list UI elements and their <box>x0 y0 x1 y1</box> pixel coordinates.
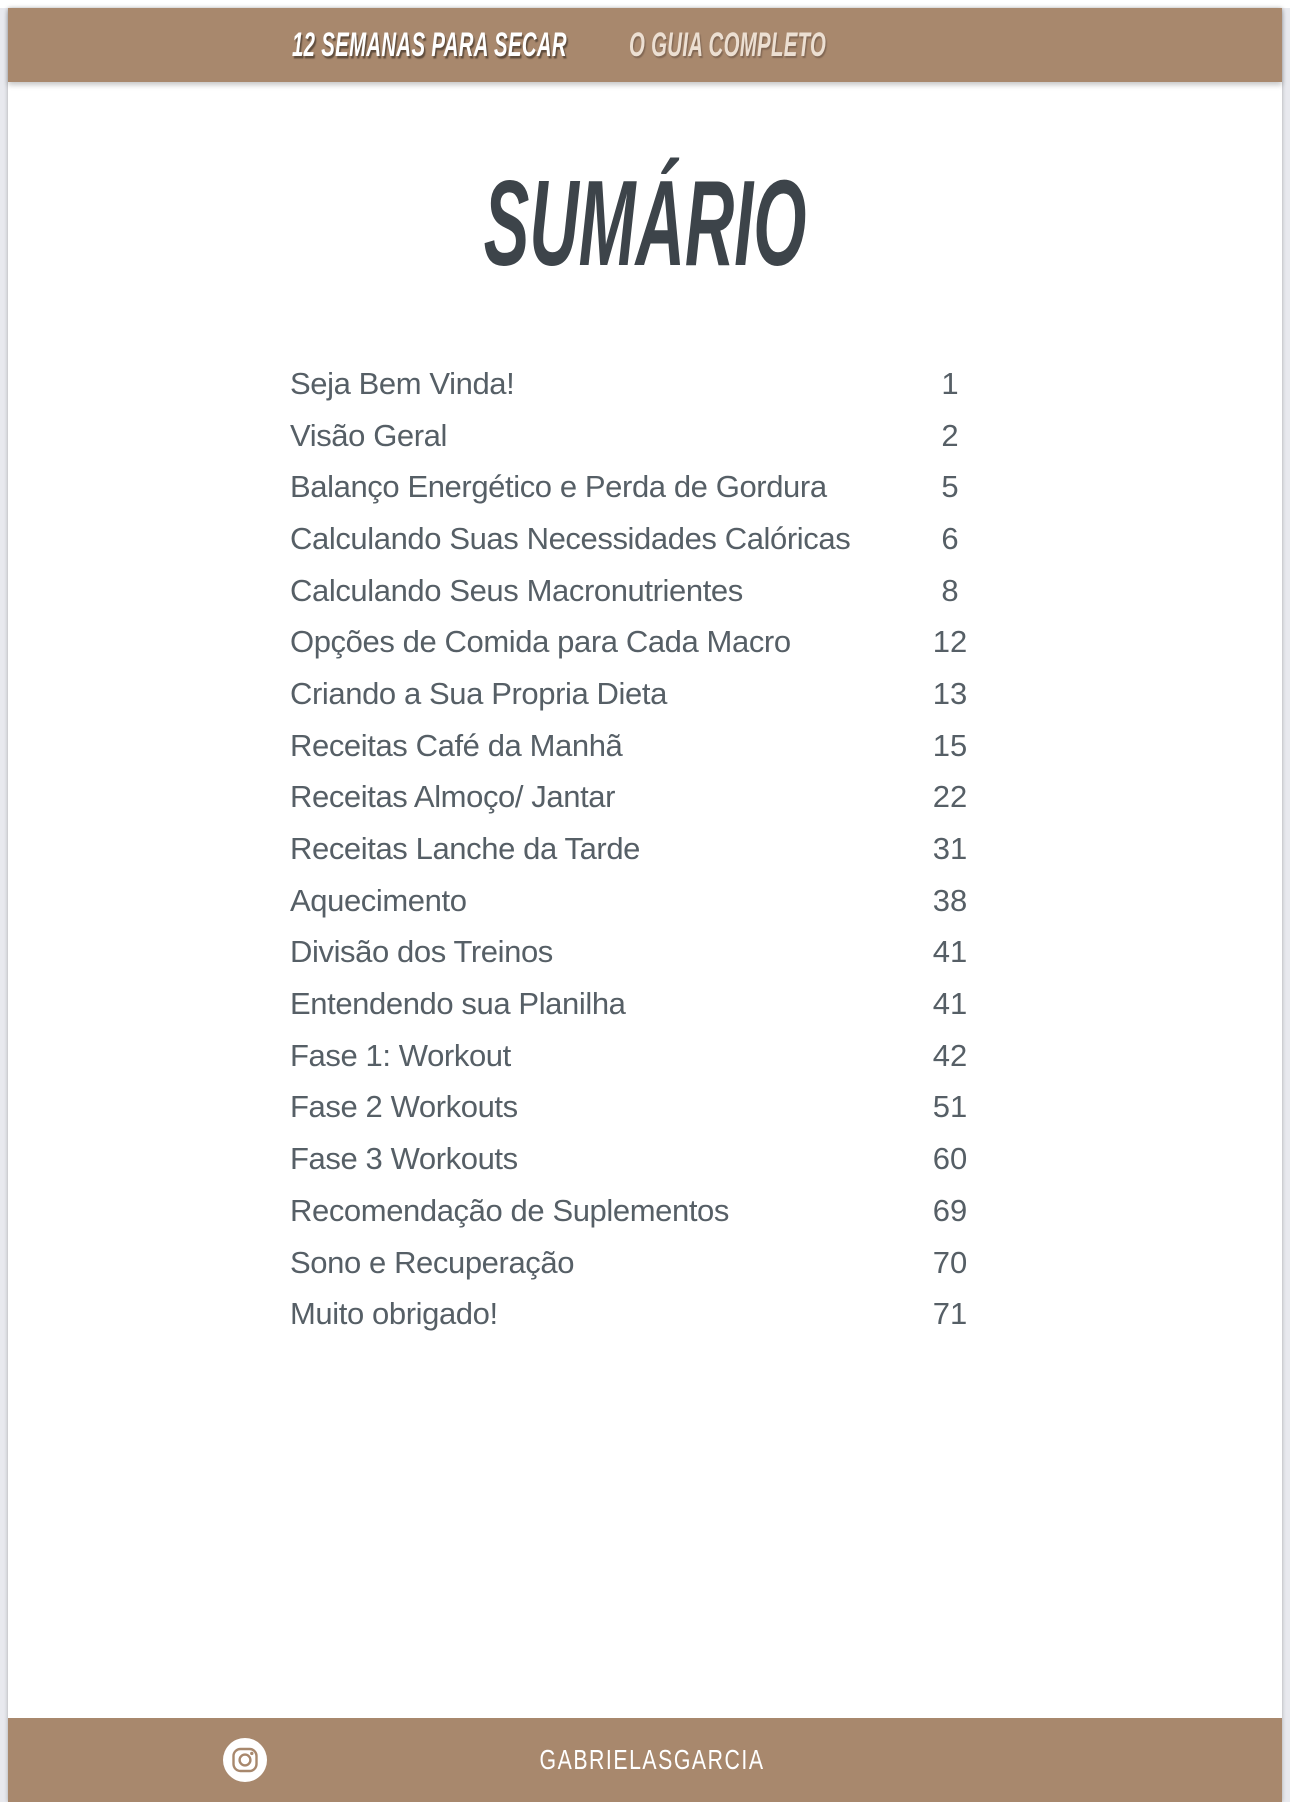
toc-entry-page-number: 60 <box>932 1141 968 1177</box>
toc-entry-label: Receitas Almoço/ Jantar <box>290 779 616 815</box>
toc-entry[interactable] <box>290 720 1090 772</box>
table-of-contents <box>290 358 1090 1340</box>
toc-entry-label: Visão Geral <box>290 417 448 453</box>
toc-entry[interactable] <box>290 1288 1090 1340</box>
toc-entry[interactable] <box>290 565 1090 617</box>
toc-entry-label: Balanço Energético e Perda de Gordura <box>290 469 827 505</box>
toc-entry-label: Seja Bem Vinda! <box>290 365 515 401</box>
toc-entry-label: Receitas Café da Manhã <box>290 727 623 763</box>
toc-entry[interactable] <box>290 1082 1090 1134</box>
toc-entry[interactable] <box>290 978 1090 1030</box>
toc-entry-page-number: 42 <box>932 1037 968 1073</box>
toc-entry[interactable] <box>290 1133 1090 1185</box>
toc-entry-label: Divisão dos Treinos <box>290 934 553 970</box>
toc-entry-page-number: 12 <box>932 624 968 660</box>
toc-entry[interactable] <box>290 1030 1090 1082</box>
toc-entry[interactable] <box>290 823 1090 875</box>
toc-entry-label: Receitas Lanche da Tarde <box>290 831 641 867</box>
toc-entry-label: Criando a Sua Propria Dieta <box>290 675 667 711</box>
toc-entry-label: Fase 3 Workouts <box>290 1141 518 1177</box>
toc-entry-label: Fase 1: Workout <box>290 1037 511 1073</box>
toc-entry[interactable] <box>290 927 1090 979</box>
toc-entry-label: Entendendo sua Planilha <box>290 986 626 1022</box>
toc-entry[interactable] <box>290 410 1090 462</box>
toc-entry-page-number: 70 <box>932 1244 968 1280</box>
toc-entry[interactable] <box>290 616 1090 668</box>
toc-entry-page-number: 8 <box>941 572 959 608</box>
toc-entry-page-number: 41 <box>932 934 968 970</box>
toc-entry[interactable] <box>290 1237 1090 1289</box>
toc-entry[interactable] <box>290 461 1090 513</box>
footer-bar <box>8 1718 1282 1802</box>
toc-entry-label: Fase 2 Workouts <box>290 1089 518 1125</box>
toc-entry-page-number: 5 <box>941 469 959 505</box>
toc-entry-label: Calculando Seus Macronutrientes <box>290 572 743 608</box>
header-bar <box>8 8 1282 82</box>
toc-entry-label: Recomendação de Suplementos <box>290 1192 729 1228</box>
toc-entry-label: Aquecimento <box>290 882 467 918</box>
page-gap <box>0 0 1290 8</box>
toc-entry-page-number: 1 <box>941 365 959 401</box>
toc-entry[interactable] <box>290 358 1090 410</box>
toc-entry-page-number: 15 <box>932 727 968 763</box>
toc-entry-label: Muito obrigado! <box>290 1296 498 1332</box>
toc-entry[interactable] <box>290 772 1090 824</box>
document-page <box>8 8 1282 1802</box>
toc-entry-label: Calculando Suas Necessidades Calóricas <box>290 520 851 556</box>
page-title: SUMÁRIO <box>483 155 807 291</box>
header-title-main: 12 SEMANAS PARA SECAR <box>292 26 567 64</box>
toc-entry-page-number: 69 <box>932 1192 968 1228</box>
toc-entry-page-number: 51 <box>932 1089 968 1125</box>
toc-entry-page-number: 38 <box>932 882 968 918</box>
toc-entry-page-number: 71 <box>932 1296 968 1332</box>
toc-entry-page-number: 13 <box>932 675 968 711</box>
toc-entry[interactable] <box>290 513 1090 565</box>
toc-entry-label: Sono e Recuperação <box>290 1244 575 1280</box>
toc-entry-page-number: 2 <box>941 417 959 453</box>
toc-entry-page-number: 6 <box>941 520 959 556</box>
toc-entry-page-number: 41 <box>932 986 968 1022</box>
toc-entry[interactable] <box>290 668 1090 720</box>
header-title-sub: O GUIA COMPLETO <box>629 26 827 64</box>
footer-handle: GABRIELASGARCIA <box>539 1744 765 1775</box>
toc-entry-page-number: 31 <box>932 831 968 867</box>
toc-entry-page-number: 22 <box>932 779 968 815</box>
toc-entry[interactable] <box>290 875 1090 927</box>
toc-entry-label: Opções de Comida para Cada Macro <box>290 624 791 660</box>
toc-entry[interactable] <box>290 1185 1090 1237</box>
